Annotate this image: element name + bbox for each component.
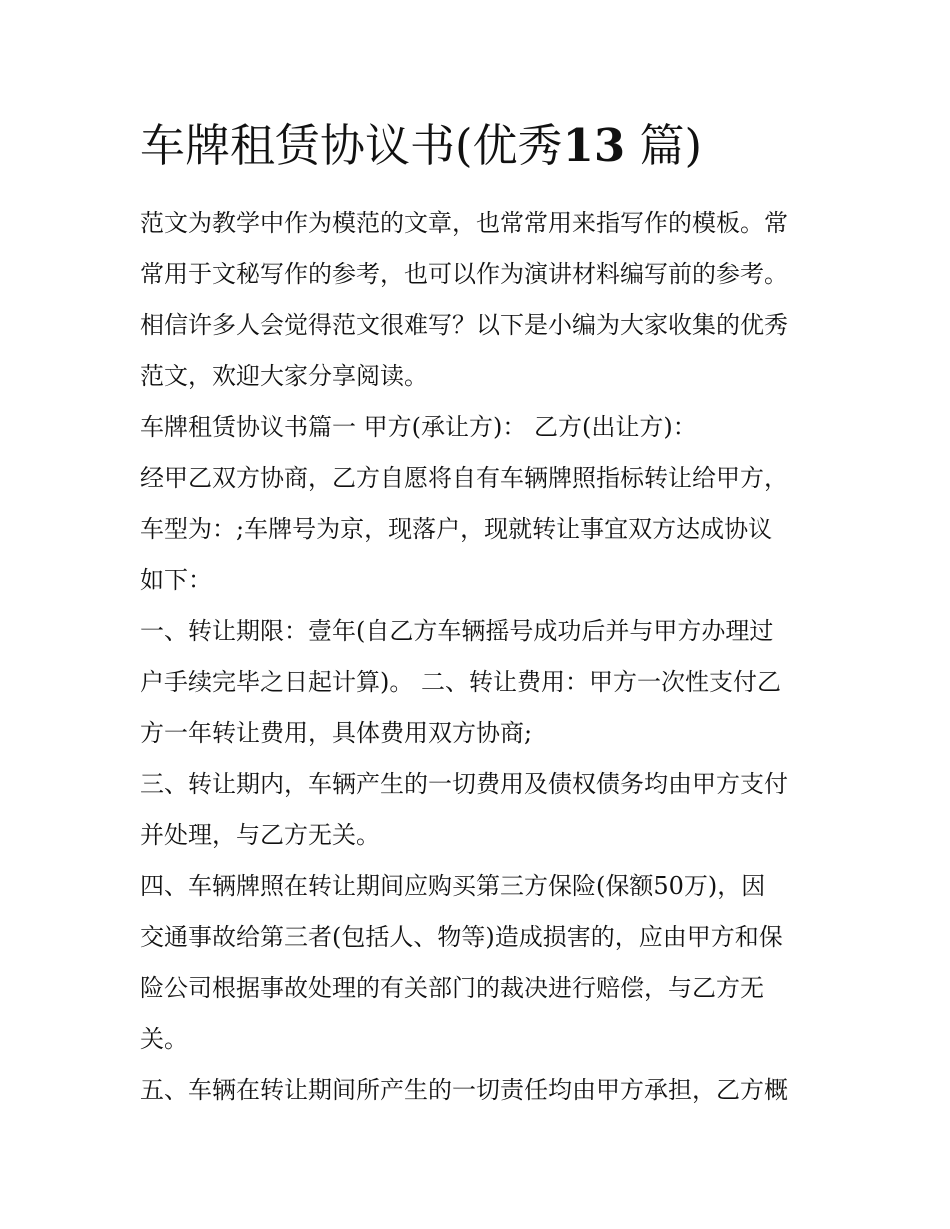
body-line: 交通事故给第三者(包括人、物等)造成损害的，应由甲方和保	[140, 923, 783, 951]
body-line: 经甲乙双方协商，乙方自愿将自有车辆牌照指标转让给甲方，	[140, 464, 788, 492]
body-line: 车牌租赁协议书篇一 甲方(承让方)： 乙方(出让方)：	[140, 413, 697, 441]
document-body	[140, 198, 820, 1116]
body-line: 险公司根据事故处理的有关部门的裁决进行赔偿，与乙方无	[140, 974, 764, 1002]
body-line: 相信许多人会觉得范文很难写？以下是小编为大家收集的优秀	[140, 311, 788, 339]
body-line: 如下：	[140, 566, 212, 594]
body-line: 四、车辆牌照在转让期间应购买第三方保险(保额50万)，因	[140, 872, 766, 900]
body-line: 户手续完毕之日起计算)。 二、转让费用：甲方一次性支付乙	[140, 668, 781, 696]
body-line: 范文，欢迎大家分享阅读。	[140, 362, 428, 390]
title-suffix: 篇)	[639, 119, 703, 172]
title-prefix: 车牌租赁协议书(优秀	[140, 119, 563, 172]
body-line: 五、车辆在转让期间所产生的一切责任均由甲方承担，乙方概	[140, 1076, 788, 1104]
body-line: 方一年转让费用，具体费用双方协商;	[140, 719, 533, 747]
document-title	[140, 116, 702, 176]
body-line: 一、转让期限：壹年(自乙方车辆摇号成功后并与甲方办理过	[140, 617, 774, 645]
body-line: 常用于文秘写作的参考，也可以作为演讲材料编写前的参考。	[140, 260, 788, 288]
body-line: 并处理，与乙方无关。	[140, 821, 380, 849]
body-line: 关。	[140, 1025, 188, 1053]
body-line: 车型为：;车牌号为京，现落户，现就转让事宜双方达成协议	[140, 515, 773, 543]
title-number: 13	[562, 119, 626, 172]
body-line: 三、转让期内，车辆产生的一切费用及债权债务均由甲方支付	[140, 770, 788, 798]
body-line: 范文为教学中作为模范的文章，也常常用来指写作的模板。常	[140, 209, 788, 237]
